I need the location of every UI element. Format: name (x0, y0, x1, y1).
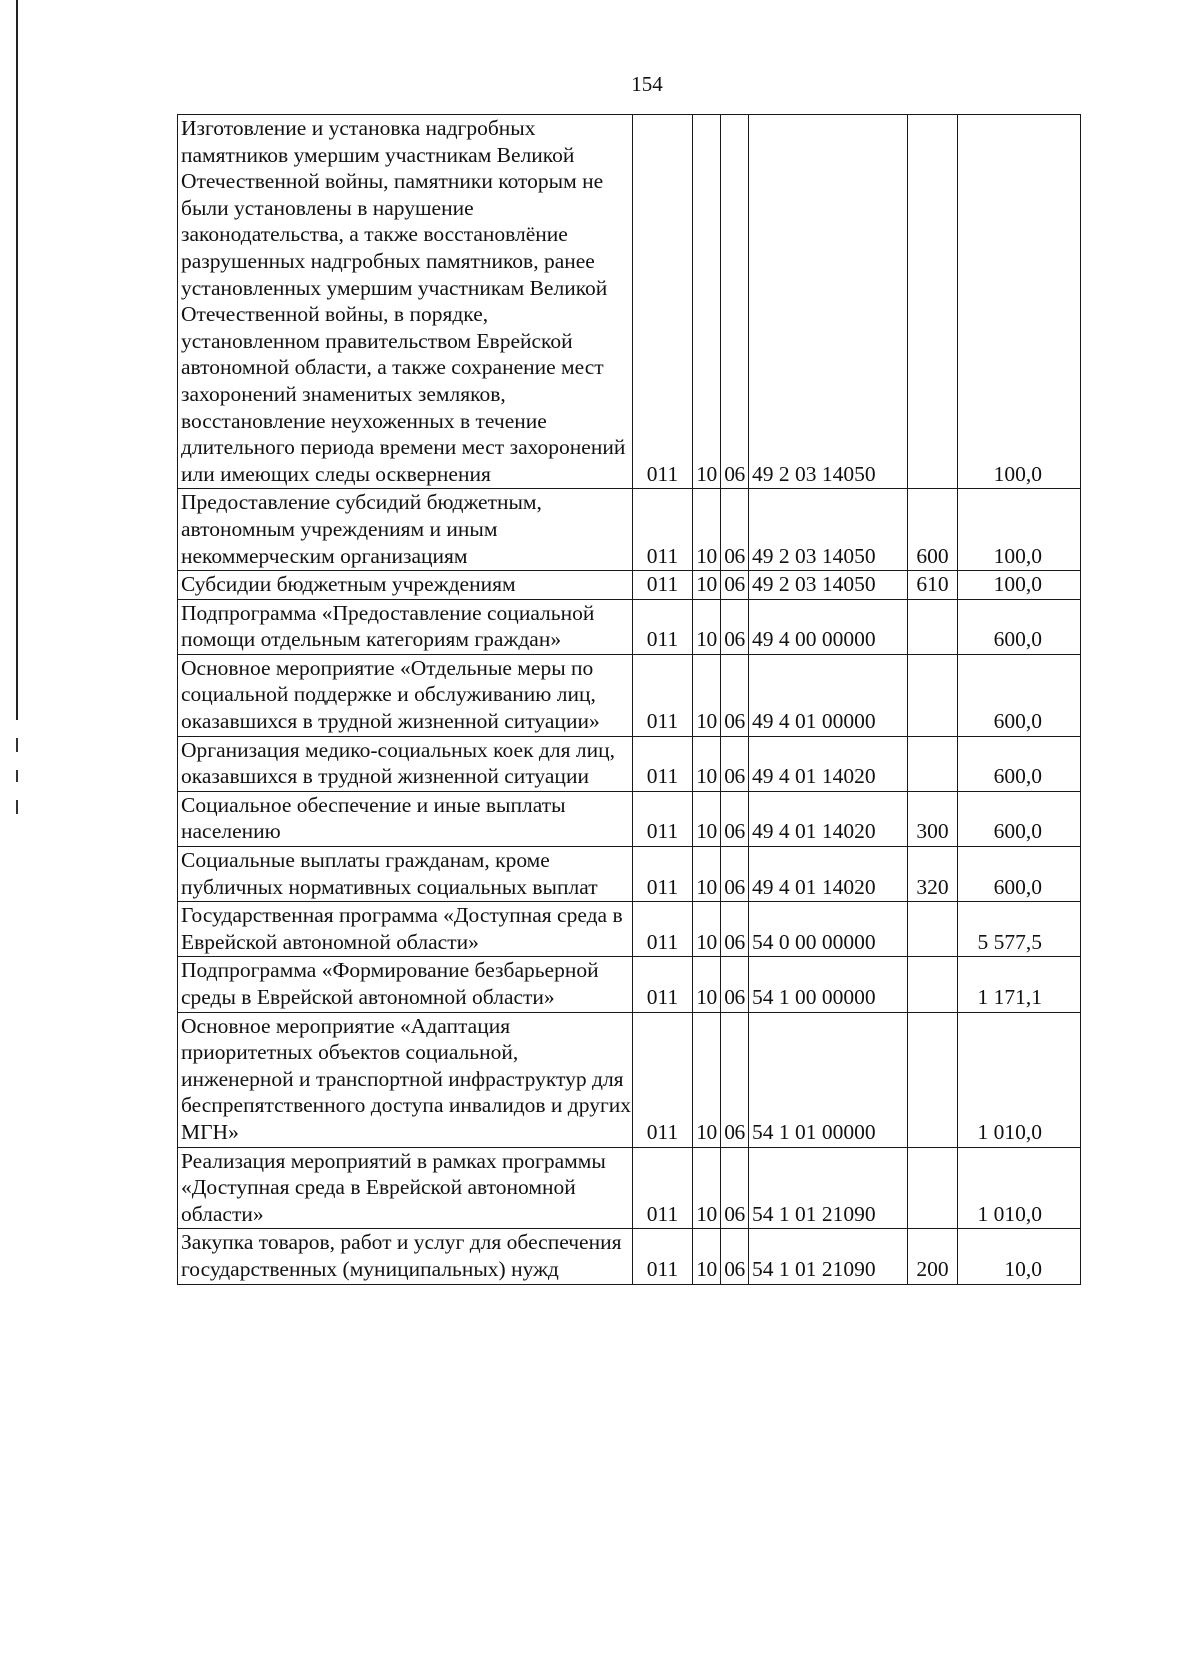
expense-type-cell (908, 115, 958, 489)
purpose-code-cell: 49 4 00 00000 (749, 599, 908, 654)
expense-type-cell (908, 1012, 958, 1147)
amount-cell: 100,0 (958, 489, 1081, 571)
amount-cell: 100,0 (958, 115, 1081, 489)
section-code-cell: 10 (693, 736, 721, 791)
table-row (178, 489, 1081, 571)
purpose-code-cell: 54 1 01 21090 (749, 1229, 908, 1284)
row-name-cell: Социальные выплаты гражданам, кроме публичных нормативных социальных выплат (178, 847, 633, 902)
expense-type-cell: 320 (908, 847, 958, 902)
expense-type-cell (908, 957, 958, 1012)
table-row (178, 654, 1081, 736)
amount-cell: 600,0 (958, 791, 1081, 846)
amount-cell: 5 577,5 (958, 902, 1081, 957)
expense-type-cell (908, 1147, 958, 1229)
table-row (178, 571, 1081, 600)
purpose-code-cell: 54 1 00 00000 (749, 957, 908, 1012)
section-code-cell: 10 (693, 489, 721, 571)
purpose-code-cell: 49 4 01 14020 (749, 736, 908, 791)
ministry-code-cell: 011 (633, 791, 693, 846)
amount-cell: 1 010,0 (958, 1012, 1081, 1147)
purpose-code-cell: 54 1 01 00000 (749, 1012, 908, 1147)
table-row (178, 1012, 1081, 1147)
table-row (178, 957, 1081, 1012)
expense-type-cell (908, 599, 958, 654)
amount-cell: 600,0 (958, 599, 1081, 654)
section-code-cell: 10 (693, 791, 721, 846)
row-name-cell: Государственная программа «Доступная среда в Еврейской автономной области» (178, 902, 633, 957)
purpose-code-cell: 49 4 01 14020 (749, 847, 908, 902)
row-name-cell: Субсидии бюджетным учреждениям (178, 571, 633, 600)
section-code-cell: 10 (693, 654, 721, 736)
section-code-cell: 10 (693, 1147, 721, 1229)
subsection-code-cell: 06 (721, 1012, 749, 1147)
ministry-code-cell: 011 (633, 1147, 693, 1229)
purpose-code-cell: 49 4 01 00000 (749, 654, 908, 736)
ministry-code-cell: 011 (633, 1229, 693, 1284)
amount-cell: 100,0 (958, 571, 1081, 600)
section-code-cell: 10 (693, 847, 721, 902)
ministry-code-cell: 011 (633, 736, 693, 791)
section-code-cell: 10 (693, 902, 721, 957)
subsection-code-cell: 06 (721, 115, 749, 489)
amount-cell: 600,0 (958, 654, 1081, 736)
table-row (178, 115, 1081, 489)
subsection-code-cell: 06 (721, 902, 749, 957)
page-number: 154 (631, 72, 663, 96)
amount-cell: 1 010,0 (958, 1147, 1081, 1229)
table-row (178, 791, 1081, 846)
section-code-cell: 10 (693, 1229, 721, 1284)
table-row (178, 736, 1081, 791)
table-row (178, 1229, 1081, 1284)
ministry-code-cell: 011 (633, 957, 693, 1012)
row-name-cell: Реализация мероприятий в рамках программы «Доступная среда в Еврейской автономной области» (178, 1147, 633, 1229)
scan-edge-mark (16, 770, 18, 782)
expense-type-cell (908, 902, 958, 957)
row-name-cell: Основное мероприятие «Отдельные меры по социальной поддержке и обслуживанию лиц, оказавшихся в трудной жизненной ситуации» (178, 654, 633, 736)
ministry-code-cell: 011 (633, 847, 693, 902)
purpose-code-cell: 49 2 03 14050 (749, 571, 908, 600)
subsection-code-cell: 06 (721, 599, 749, 654)
ministry-code-cell: 011 (633, 489, 693, 571)
purpose-code-cell: 49 2 03 14050 (749, 115, 908, 489)
amount-cell: 600,0 (958, 847, 1081, 902)
expense-type-cell: 610 (908, 571, 958, 600)
table-row (178, 847, 1081, 902)
budget-table-body (178, 115, 1081, 1285)
scan-edge-line (16, 0, 18, 720)
purpose-code-cell: 49 4 01 14020 (749, 791, 908, 846)
row-name-cell: Предоставление субсидий бюджетным, автономным учреждениям и иным некоммерческим организациям (178, 489, 633, 571)
row-name-cell: Социальное обеспечение и иные выплаты населению (178, 791, 633, 846)
row-name-cell: Подпрограмма «Предоставление социальной помощи отдельным категориям граждан» (178, 599, 633, 654)
expense-type-cell: 600 (908, 489, 958, 571)
ministry-code-cell: 011 (633, 902, 693, 957)
table-row (178, 599, 1081, 654)
ministry-code-cell: 011 (633, 654, 693, 736)
subsection-code-cell: 06 (721, 957, 749, 1012)
section-code-cell: 10 (693, 115, 721, 489)
ministry-code-cell: 011 (633, 599, 693, 654)
ministry-code-cell: 011 (633, 1012, 693, 1147)
purpose-code-cell: 49 2 03 14050 (749, 489, 908, 571)
scan-edge-mark (16, 738, 18, 752)
ministry-code-cell: 011 (633, 571, 693, 600)
amount-cell: 1 171,1 (958, 957, 1081, 1012)
expense-type-cell: 200 (908, 1229, 958, 1284)
row-name-cell: Основное мероприятие «Адаптация приоритетных объектов социальной, инженерной и транспортной инфраструктур для беспрепятственного доступа инвалидов и других МГН» (178, 1012, 633, 1147)
amount-cell: 10,0 (958, 1229, 1081, 1284)
row-name-cell: Закупка товаров, работ и услуг для обеспечения государственных (муниципальных) нужд (178, 1229, 633, 1284)
subsection-code-cell: 06 (721, 654, 749, 736)
budget-table (177, 114, 1081, 1285)
ministry-code-cell: 011 (633, 115, 693, 489)
section-code-cell: 10 (693, 957, 721, 1012)
subsection-code-cell: 06 (721, 736, 749, 791)
section-code-cell: 10 (693, 1012, 721, 1147)
row-name-cell: Подпрограмма «Формирование безбарьерной среды в Еврейской автономной области» (178, 957, 633, 1012)
subsection-code-cell: 06 (721, 791, 749, 846)
amount-cell: 600,0 (958, 736, 1081, 791)
subsection-code-cell: 06 (721, 1229, 749, 1284)
section-code-cell: 10 (693, 599, 721, 654)
subsection-code-cell: 06 (721, 1147, 749, 1229)
purpose-code-cell: 54 0 00 00000 (749, 902, 908, 957)
table-row (178, 1147, 1081, 1229)
subsection-code-cell: 06 (721, 489, 749, 571)
expense-type-cell (908, 654, 958, 736)
subsection-code-cell: 06 (721, 847, 749, 902)
row-name-cell: Изготовление и установка надгробных памятников умершим участникам Великой Отечественной войны, памятники которым не были установлены в нарушение законодательства, а также восстановлëние разрушенных надгробных памятников, ранее установленных умершим участникам Великой Отечественной войны, в порядке, установленном правительством Еврейской автономной области, а также сохранение мест захоронений знаменитых земляков, восстановление неухоженных в течение длительного периода времени мест захоронений или имеющих следы осквернения (178, 115, 633, 489)
subsection-code-cell: 06 (721, 571, 749, 600)
expense-type-cell: 300 (908, 791, 958, 846)
expense-type-cell (908, 736, 958, 791)
scan-edge-mark (16, 800, 18, 814)
row-name-cell: Организация медико-социальных коек для лиц, оказавшихся в трудной жизненной ситуации (178, 736, 633, 791)
section-code-cell: 10 (693, 571, 721, 600)
table-row (178, 902, 1081, 957)
purpose-code-cell: 54 1 01 21090 (749, 1147, 908, 1229)
